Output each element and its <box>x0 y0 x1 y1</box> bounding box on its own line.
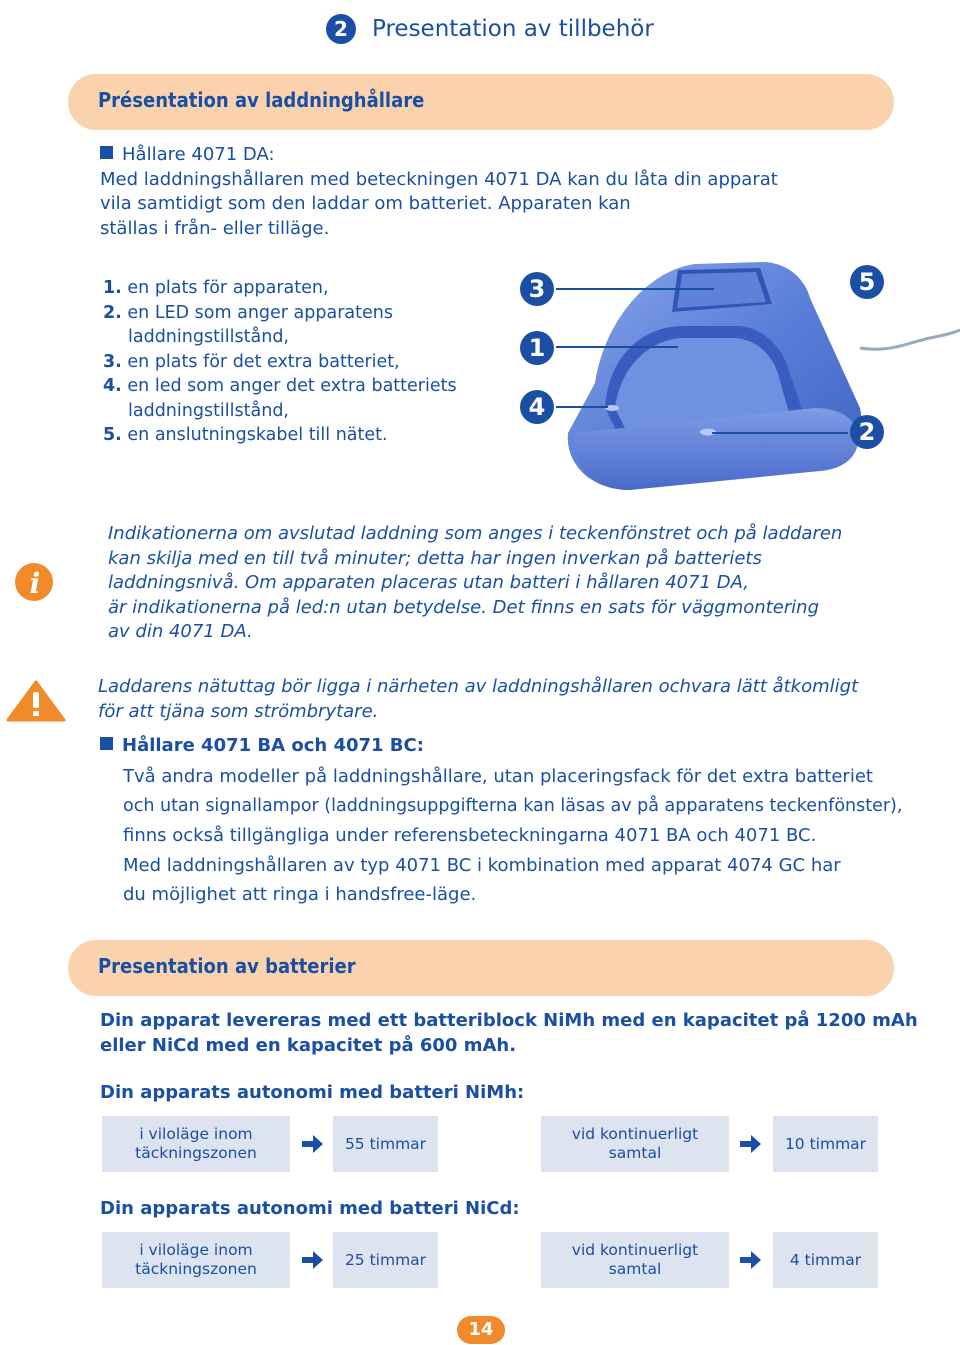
contents-list <box>103 276 523 448</box>
nicd-standby-label: i viloläge inom täckningszonen <box>102 1232 290 1288</box>
nicd-label: Din apparats autonomi med batteri NiCd: <box>100 1198 520 1219</box>
warning-note: Laddarens nätuttag bör ligga i närheten av laddningshållaren ochvara lätt åtkomligt för att tjäna som strömbrytare. <box>98 676 859 722</box>
marker-1: 1 <box>520 331 554 365</box>
section-header <box>326 14 666 46</box>
list-item: 4. en led som anger det extra batteriets <box>103 376 457 396</box>
arrow-right-icon <box>302 1250 324 1270</box>
marker-3: 3 <box>520 272 554 306</box>
square-bullet-icon <box>100 146 113 159</box>
marker-5: 5 <box>850 265 884 299</box>
nimh-talk-label: vid kontinuerligt samtal <box>541 1116 729 1172</box>
holder-4071ba-bc-title: Hållare 4071 BA och 4071 BC: <box>100 734 950 758</box>
callout-line-3 <box>556 288 714 290</box>
section-heading-charger: Présentation av laddninghållare <box>68 74 894 130</box>
list-item-continuation: laddningstillstånd, <box>128 400 289 421</box>
svg-text:i: i <box>29 567 41 600</box>
holder-4071da-line-3: ställas i från- eller tilläge. <box>100 217 330 239</box>
nimh-standby-label: i viloläge inom täckningszonen <box>102 1116 290 1172</box>
holder-4071ba-bc-block <box>100 734 950 910</box>
callout-line-1 <box>556 346 678 348</box>
page-title: Presentation av tillbehör <box>372 16 654 42</box>
holder-4071da-block <box>100 143 820 241</box>
nicd-talk-label: vid kontinuerligt samtal <box>541 1232 729 1288</box>
list-item: 2. en LED som anger apparatens <box>103 302 393 323</box>
holder-contents <box>103 266 523 448</box>
info-note: Indikationerna om avslutad laddning som anges i teckenfönstret och på laddaren kan skilja med en till två minuter; detta har ingen inverkan på batteriets laddningsnivå. Om apparaten placeras utan batteri i hållaren 4071 DA, är indikationerna på led:n utan betydelse. Det finns en sats för väggmontering av din 4071 DA. <box>108 523 843 642</box>
holder-4071ba-bc-text: Två andra modeller på laddningshållare, utan placeringsfack för det extra batteriet och utan signallampor (laddningsuppgifterna kan läsas av på apparatens teckenfönster), finns också tillgängliga under referensbeteckningarna 4071 BA och 4071 BC. Med laddningshållaren av typ 4071 BC i kombination med apparat 4074 GC har du möjlighet att ringa i handsfree-läge. <box>123 766 903 905</box>
arrow-right-icon <box>740 1250 762 1270</box>
nicd-standby-value: 25 timmar <box>333 1232 438 1288</box>
info-icon <box>14 562 54 602</box>
battery-intro: Din apparat levereras med ett batteriblock NiMh med en kapacitet på 1200 mAh eller NiCd med en kapacitet på 600 mAh. <box>100 1010 918 1056</box>
section-heading-batteries: Presentation av batterier <box>68 940 894 996</box>
callout-line-2 <box>712 432 848 434</box>
section-number-badge: 2 <box>326 14 356 44</box>
callout-line-4 <box>556 406 608 408</box>
square-bullet-icon <box>100 737 113 750</box>
marker-2: 2 <box>850 415 884 449</box>
holder-4071da-line-1: Med laddningshållaren med beteckningen 4071 DA kan du låta din apparat <box>100 168 778 190</box>
list-item: 5. en anslutningskabel till nätet. <box>103 425 388 445</box>
list-item: 1. en plats för apparaten, <box>103 278 329 298</box>
nimh-label: Din apparats autonomi med batteri NiMh: <box>100 1082 525 1103</box>
list-item: 3. en plats för det extra batteriet, <box>103 351 400 372</box>
list-item-continuation: laddningstillstånd, <box>128 327 289 347</box>
arrow-right-icon <box>740 1134 762 1154</box>
arrow-right-icon <box>302 1134 324 1154</box>
holder-4071da-line-2: vila samtidigt som den laddar om batteriet. Apparaten kan <box>100 193 631 214</box>
power-cable <box>860 330 960 349</box>
nimh-standby-value: 55 timmar <box>333 1116 438 1172</box>
marker-4: 4 <box>520 390 554 424</box>
nimh-talk-value: 10 timmar <box>773 1116 878 1172</box>
warning-icon <box>6 680 66 722</box>
nicd-talk-value: 4 timmar <box>773 1232 878 1288</box>
page-number: 14 <box>457 1316 505 1344</box>
charger-illustration <box>560 258 960 494</box>
holder-4071da-title: Hållare 4071 DA: <box>100 143 820 168</box>
